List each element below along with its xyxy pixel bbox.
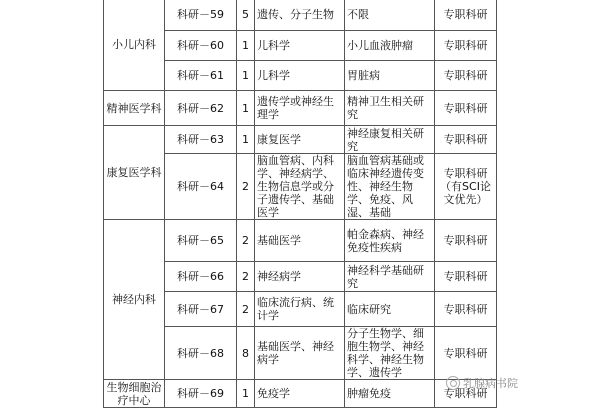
major-cell: 免疫学	[255, 380, 345, 408]
department-cell: 康复医学科	[104, 126, 165, 220]
table-row	[104, 220, 497, 262]
post-type-cell: 专职科研（有SCI论文优先）	[435, 154, 497, 220]
direction-cell: 不限	[345, 0, 435, 31]
headcount-cell: 1	[237, 380, 255, 408]
post-type-cell: 专职科研	[435, 91, 497, 126]
direction-cell: 肿瘤免疫	[345, 380, 435, 408]
direction-cell: 精神卫生相关研究	[345, 91, 435, 126]
post-code-cell: 科研－69	[165, 380, 237, 408]
post-type-cell: 专职科研	[435, 126, 497, 154]
major-cell: 基础医学、神经病学	[255, 327, 345, 380]
direction-cell: 神经康复相关研究	[345, 126, 435, 154]
department-cell: 生物细胞治疗中心	[104, 380, 165, 408]
direction-cell: 神经科学基础研究	[345, 262, 435, 292]
post-code-cell: 科研－62	[165, 91, 237, 126]
post-code-cell: 科研－60	[165, 31, 237, 61]
post-type-cell: 专职科研	[435, 292, 497, 327]
headcount-cell: 5	[237, 0, 255, 31]
headcount-cell: 1	[237, 126, 255, 154]
post-code-cell: 科研－63	[165, 126, 237, 154]
table-row	[104, 126, 497, 154]
major-cell: 基础医学	[255, 220, 345, 262]
post-type-cell: 专职科研	[435, 0, 497, 31]
headcount-cell: 8	[237, 327, 255, 380]
post-code-cell: 科研－67	[165, 292, 237, 327]
headcount-cell: 1	[237, 61, 255, 91]
table-row	[104, 91, 497, 126]
direction-cell: 临床研究	[345, 292, 435, 327]
wechat-icon	[446, 376, 460, 390]
post-code-cell: 科研－66	[165, 262, 237, 292]
department-cell: 神经内科	[104, 220, 165, 380]
recruitment-table	[103, 0, 497, 408]
post-type-cell: 专职科研	[435, 262, 497, 292]
watermark-text: 乳腺病书院	[463, 377, 518, 390]
major-cell: 儿科学	[255, 61, 345, 91]
headcount-cell: 2	[237, 262, 255, 292]
headcount-cell: 1	[237, 91, 255, 126]
post-type-cell: 专职科研	[435, 220, 497, 262]
post-code-cell: 科研－68	[165, 327, 237, 380]
major-cell: 遗传、分子生物	[255, 0, 345, 31]
major-cell: 康复医学	[255, 126, 345, 154]
post-code-cell: 科研－65	[165, 220, 237, 262]
major-cell: 神经病学	[255, 262, 345, 292]
major-cell: 遗传学或神经生理学	[255, 91, 345, 126]
direction-cell: 分子生物学、细胞生物学、神经科学、神经生物学、遗传学	[345, 327, 435, 380]
direction-cell: 脑血管病基础或临床神经遗传变性、神经生物学、免疫、风湿、基础	[345, 154, 435, 220]
department-cell: 小儿内科	[104, 0, 165, 91]
direction-cell: 胃脏病	[345, 61, 435, 91]
major-cell: 脑血管病、内科学、神经病学、生物信息学或分子遗传学、基础医学	[255, 154, 345, 220]
table-row	[104, 380, 497, 408]
post-code-cell: 科研－64	[165, 154, 237, 220]
post-type-cell: 专职科研	[435, 380, 497, 408]
direction-cell: 小儿血液肿瘤	[345, 31, 435, 61]
headcount-cell: 2	[237, 292, 255, 327]
post-type-cell: 专职科研	[435, 31, 497, 61]
headcount-cell: 2	[237, 154, 255, 220]
headcount-cell: 1	[237, 31, 255, 61]
major-cell: 儿科学	[255, 31, 345, 61]
post-code-cell: 科研－61	[165, 61, 237, 91]
watermark	[446, 375, 518, 391]
major-cell: 临床流行病、统计学	[255, 292, 345, 327]
direction-cell: 帕金森病、神经免疫性疾病	[345, 220, 435, 262]
post-code-cell: 科研－59	[165, 0, 237, 31]
table-row	[104, 0, 497, 31]
post-type-cell: 专职科研	[435, 61, 497, 91]
department-cell: 精神医学科	[104, 91, 165, 126]
headcount-cell: 2	[237, 220, 255, 262]
post-type-cell: 专职科研	[435, 327, 497, 380]
